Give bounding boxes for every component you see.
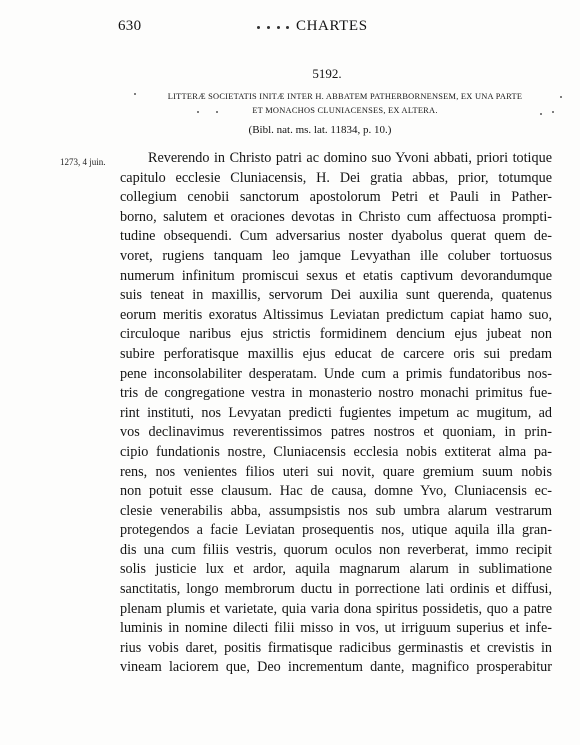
charter-title-line: ET MONACHOS CLUNIACENSES, EX ALTERA.	[252, 106, 438, 115]
body-line: cipio fundationis nostre, Cluniacensis ecclesia nobis extiterat alma pa-	[120, 443, 552, 460]
body-line: pene inconsolabiliter desperatam. Unde cum a primis fundatoribus nos-	[120, 365, 552, 382]
charter-body-text	[120, 149, 552, 678]
body-line: numerum infinitum promiscui sexus et etatis captivum devorandumque	[120, 267, 552, 284]
body-line: suis teneat in maxillis, servorum Dei auxilia sunt querenda, quatenus	[120, 287, 552, 304]
body-line: luminis in nomine dilecti filii misso in vos, ut irriguum superius et infe-	[120, 620, 552, 637]
scan-speck	[560, 96, 562, 98]
body-line: tudine obsequendi. Cum adversarius noster dyabolus querat quem de-	[120, 228, 552, 245]
header-ornament	[255, 22, 291, 34]
body-line: vos declinavimus reverentissimos patres nostros et quoniam, in prin-	[120, 424, 552, 441]
body-line: clesie venerabilis abba, assumpsistis nos sub umbra alarum vestrarum	[120, 502, 552, 519]
body-line: rens, nos venientes filios uteri sui novit, quare gremium suum nobis	[120, 463, 552, 480]
body-line: capitulo ecclesie Cluniacensis, H. Dei gratia abbas, prior, totumque	[120, 169, 552, 186]
body-line: vineam laciorem que, Deo incrementum dante, magnifico prosperabitur	[120, 659, 552, 676]
body-line: rius vobis daret, positis firmatisque radicibus germinastis et crevistis in	[120, 639, 552, 656]
running-head: CHARTES	[296, 18, 368, 34]
body-line: solis justicie lux et ardor, aquila magnarum alarum in sublimatione	[120, 561, 552, 578]
body-line: borno, salutem et oraciones devotas in Christo cum affectuosa prompti-	[120, 208, 552, 225]
body-line: voret, rugiens tanquam leo jamque Levyathan ille coluber tortuosus	[120, 247, 552, 264]
charter-title-line: LITTERÆ SOCIETATIS INITÆ INTER H. ABBATEM PATHERBORNENSEM, EX UNA PARTE	[167, 92, 523, 101]
body-line: subire perforatisque maxillis ejus educat de carcere oris sui predam	[120, 345, 552, 362]
manuscript-source: (Bibl. nat. ms. lat. 11834, p. 10.)	[248, 124, 392, 136]
body-line: rint instituti, nos Levyatan predicti fugientes impetum ac mugitum, ad	[120, 404, 552, 421]
body-line: dis una cum filiis vestris, quorum oculos non reverberat, immo recipit	[120, 541, 552, 558]
scan-speck	[134, 93, 136, 95]
charter-number: 5192.	[312, 66, 342, 81]
scan-speck	[540, 113, 542, 115]
scan-speck	[552, 111, 554, 113]
body-line: circuloque naribus ejus strictis formidinem dencium ejus jubeat non	[120, 326, 552, 343]
body-line: plenam plumis et varietate, quia varia dona spiritus possidetis, quo a patre	[120, 600, 552, 617]
charter-title	[130, 90, 560, 118]
scan-speck	[216, 111, 218, 113]
body-line: protegendos a facie Leviatan prosequentis nos, utique aquila illa gran-	[120, 522, 552, 539]
page-header	[0, 18, 580, 38]
body-line: non potuit esse clausum. Hac de causa, domne Yvo, Cluniacensis ec-	[120, 483, 552, 500]
scan-speck	[197, 111, 199, 113]
margin-date: 1273, 4 juin.	[60, 157, 106, 167]
body-line: eorum meritis exoratus Altissimus Leviatan predictum capiat hamo suo,	[120, 306, 552, 323]
body-line: Reverendo in Christo patri ac domino suo Yvoni abbati, priori totique	[148, 150, 552, 166]
body-line: collegium cenobii sanctorum apostolorum Petri et Pauli in Pather-	[120, 189, 552, 206]
page-number: 630	[118, 18, 142, 34]
body-line: sanctitatis, longo membrorum ductu in porrectione lati ordinis et diffusi,	[120, 581, 552, 598]
body-line: tris de congregatione vestra in monasterio nostro monachi primitus fue-	[120, 385, 552, 402]
